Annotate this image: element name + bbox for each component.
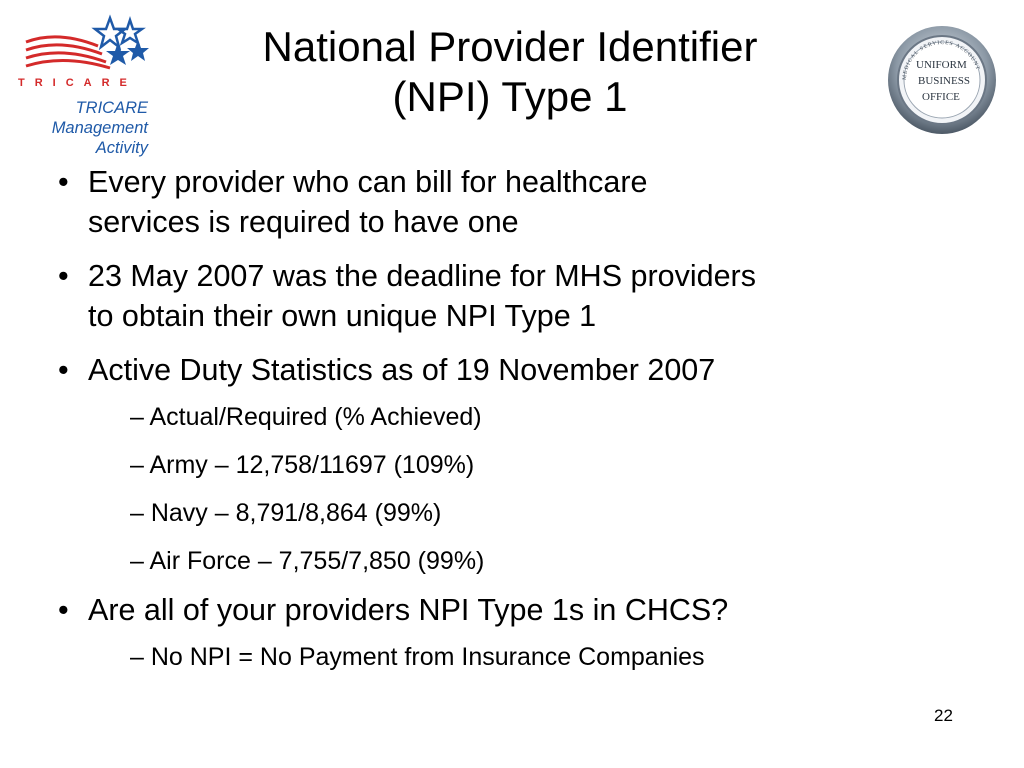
uniform-business-office-seal xyxy=(886,24,998,136)
slide-title-line: National Provider Identifier xyxy=(262,23,758,70)
slide-body xyxy=(58,162,998,690)
sub-bullet-item: – Navy – 8,791/8,864 (99%) xyxy=(130,499,442,527)
page-number: 22 xyxy=(934,706,953,725)
bullet-item: • Are all of your providers NPI Type 1s in CHCS? xyxy=(58,590,998,630)
sub-bullet-item: – No NPI = No Payment from Insurance Companies xyxy=(130,643,705,671)
sub-bullet-item: – Actual/Required (% Achieved) xyxy=(130,403,482,431)
tricare-wordmark: TRICARE xyxy=(18,77,137,89)
organization-name xyxy=(18,98,148,158)
org-line: TRICARE xyxy=(75,99,148,117)
seal-line: OFFICE xyxy=(922,91,960,103)
sub-bullet-item: – Army – 12,758/11697 (109%) xyxy=(130,451,475,479)
bullet-item xyxy=(58,162,998,242)
tricare-stars-stripes-icon xyxy=(18,12,158,92)
slide-title xyxy=(180,22,840,122)
uniform-business-office-seal-icon xyxy=(886,24,998,136)
slide-title-line: (NPI) Type 1 xyxy=(392,73,628,120)
bullet-text-line: to obtain their own unique NPI Type 1 xyxy=(88,299,597,333)
bullet-item: • Active Duty Statistics as of 19 November 2007 xyxy=(58,350,998,390)
tricare-logo xyxy=(18,12,158,162)
bullet-text-line: Every provider who can bill for healthcare xyxy=(88,165,648,199)
org-line: Activity xyxy=(95,139,148,157)
org-line: Management xyxy=(51,119,148,137)
bullet-item xyxy=(58,256,998,336)
seal-ring-text: MEDICAL SERVICES ACCOUNT xyxy=(901,39,981,81)
seal-line: BUSINESS xyxy=(918,75,970,87)
bullet-text-line: services is required to have one xyxy=(88,205,519,239)
sub-bullet-item: – Air Force – 7,755/7,850 (99%) xyxy=(130,547,485,575)
seal-line: UNIFORM xyxy=(916,59,967,71)
bullet-text-line: 23 May 2007 was the deadline for MHS providers xyxy=(88,259,756,293)
